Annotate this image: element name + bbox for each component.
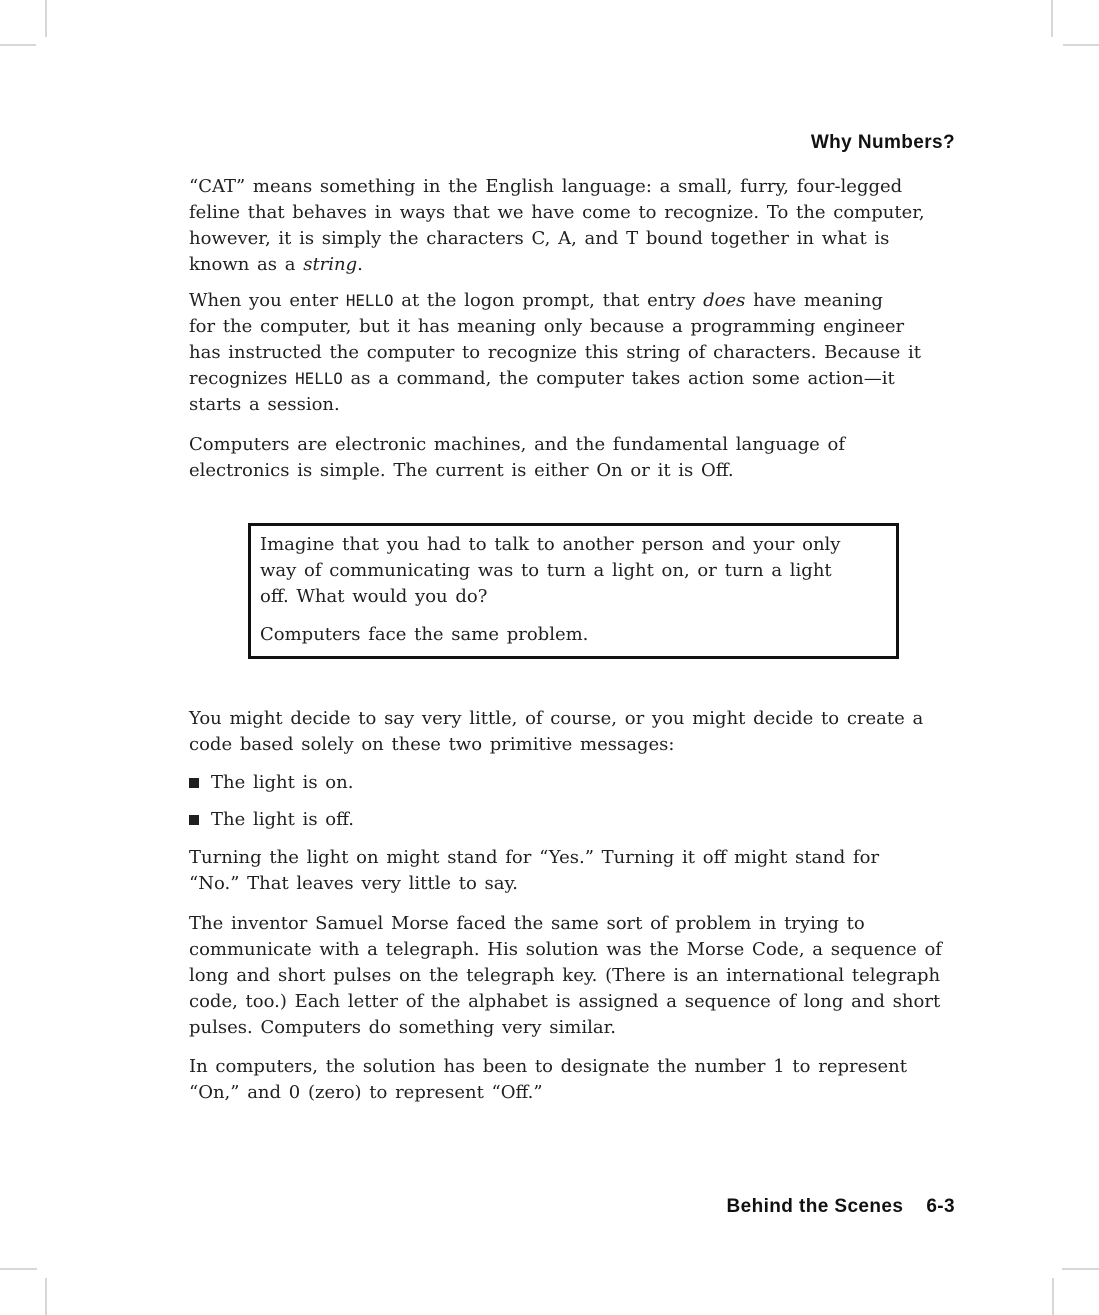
crop-mark-bottom-left-horizontal: [0, 1268, 37, 1270]
text-line: feline that behaves in ways that we have come to recognize. To the computer,: [189, 202, 925, 223]
text-line: “No.” That leaves very little to say.: [189, 873, 519, 894]
text-line: You might decide to say very little, of course, or you might decide to create a: [189, 708, 924, 729]
paragraph-hello-command: [189, 288, 979, 418]
page-footer: [189, 1196, 955, 1218]
text-line: Computers are electronic machines, and the fundamental language of: [189, 434, 846, 455]
text-line: Turning the light on might stand for “Yes.” Turning it off might stand for: [189, 847, 880, 868]
crop-mark-bottom-right-vertical: [1052, 1278, 1054, 1315]
text-line: electronics is simple. The current is either On or it is Off.: [189, 460, 734, 481]
paragraph-cat-string: [189, 174, 979, 278]
callout-paragraph-same-problem: [260, 622, 886, 648]
emphasis-text: string: [303, 254, 358, 275]
text-line: pulses. Computers do something very similar.: [189, 1017, 616, 1038]
bullet-label: The light is on.: [211, 772, 354, 793]
crop-mark-bottom-right-horizontal: [1062, 1268, 1099, 1270]
paragraph-binary-on-off: [189, 1054, 979, 1106]
text-line: long and short pulses on the telegraph key. (There is an international telegraph: [189, 965, 941, 986]
text-line: When you enter HELLO at the logon prompt, that entry does have meaning: [189, 290, 883, 311]
text-line: communicate with a telegraph. His solution was the Morse Code, a sequence of: [189, 939, 942, 960]
paragraph-primitive-messages: [189, 706, 979, 758]
bullet-item-light-on: [189, 770, 689, 796]
bullet-label: The light is off.: [211, 809, 354, 830]
crop-mark-bottom-left-vertical: [45, 1278, 47, 1315]
footer-page-number: 6-3: [926, 1196, 955, 1217]
square-bullet-icon: [189, 815, 199, 825]
paragraph-yes-no: [189, 845, 979, 897]
text-line: The inventor Samuel Morse faced the same sort of problem in trying to: [189, 913, 865, 934]
square-bullet-icon: [189, 778, 199, 788]
text-line: “On,” and 0 (zero) to represent “Off.”: [189, 1082, 543, 1103]
emphasis-text: does: [703, 290, 746, 311]
text-line: starts a session.: [189, 394, 340, 415]
bullet-item-light-off: [189, 807, 689, 833]
crop-mark-top-right-vertical: [1051, 0, 1053, 37]
footer-section-title: Behind the Scenes: [726, 1196, 904, 1217]
text-line: “CAT” means something in the English language: a small, furry, four-legged: [189, 176, 903, 197]
running-header: Why Numbers?: [810, 132, 955, 153]
inline-code-text: HELLO: [295, 369, 343, 388]
text-line: In computers, the solution has been to designate the number 1 to represent: [189, 1056, 907, 1077]
text-line: however, it is simply the characters C, A, and T bound together in what is: [189, 228, 890, 249]
text-line: way of communicating was to turn a light on, or turn a light: [260, 560, 832, 581]
text-line: code based solely on these two primitive messages:: [189, 734, 675, 755]
paragraph-electronic-machines: [189, 432, 979, 484]
inline-code-text: HELLO: [345, 291, 394, 310]
crop-mark-top-left-vertical: [45, 0, 47, 37]
text-line: Computers face the same problem.: [260, 624, 589, 645]
text-line: known as a string.: [189, 254, 363, 275]
callout-paragraph-imagine: [260, 532, 886, 610]
text-line: for the computer, but it has meaning only because a programming engineer: [189, 316, 905, 337]
paragraph-morse-code: [189, 911, 979, 1041]
crop-mark-top-left-horizontal: [0, 44, 36, 46]
text-line: recognizes HELLO as a command, the computer takes action some action—it: [189, 368, 895, 389]
text-line: Imagine that you had to talk to another person and your only: [260, 534, 841, 555]
text-line: code, too.) Each letter of the alphabet is assigned a sequence of long and short: [189, 991, 941, 1012]
crop-mark-top-right-horizontal: [1063, 44, 1099, 46]
text-line: off. What would you do?: [260, 586, 488, 607]
callout-box: [248, 523, 899, 659]
text-line: has instructed the computer to recognize this string of characters. Because it: [189, 342, 922, 363]
